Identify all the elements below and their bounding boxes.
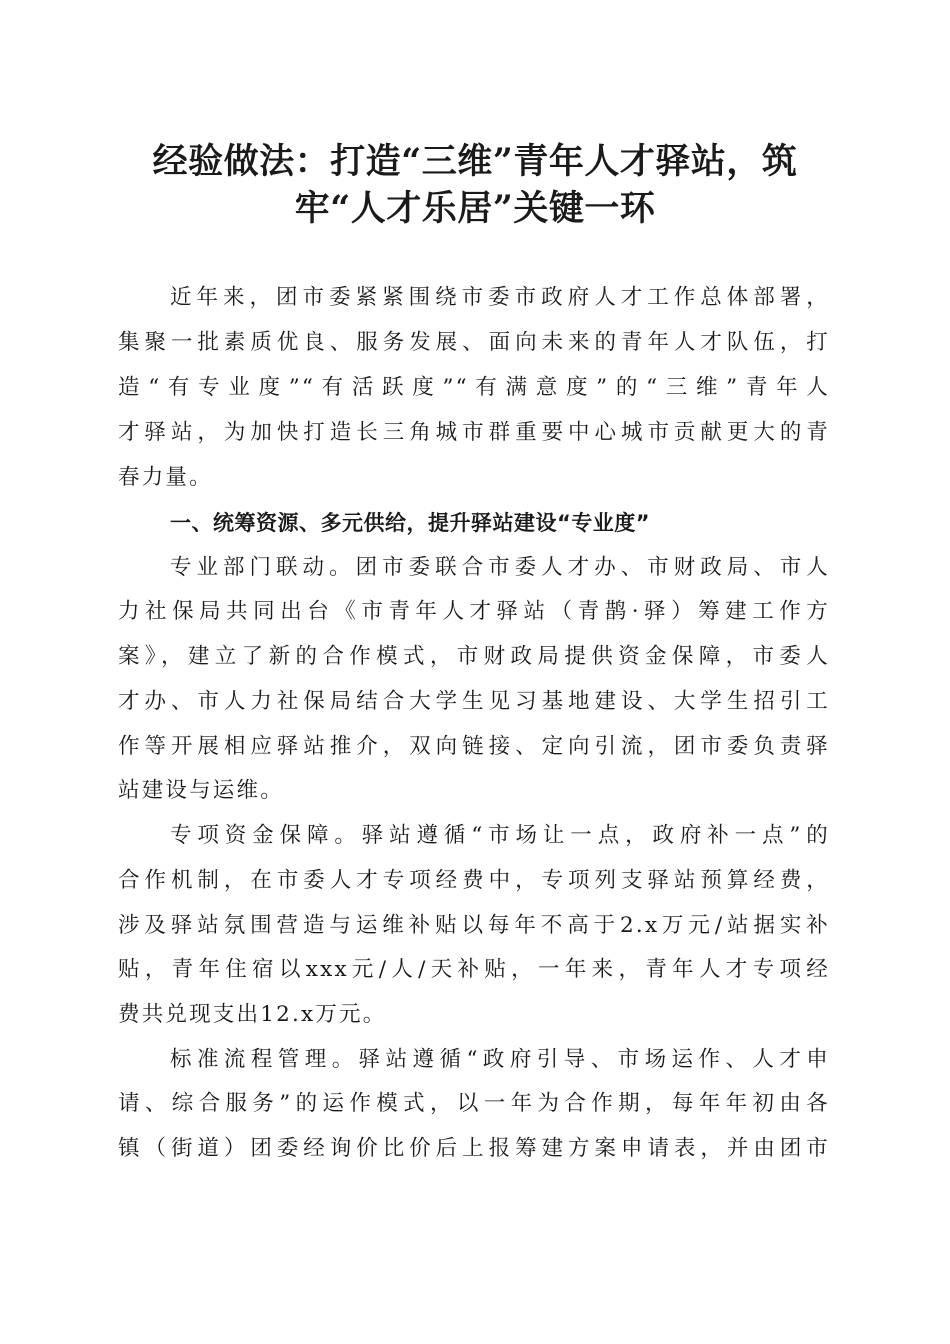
paragraph-4-line-3: 镇（街道）团委经询价比价后上报筹建方案申请表，并由团市 [118, 1136, 830, 1161]
paragraph-2-line-5: 作等开展相应驿站推介，双向链接、定向引流，团市委负责驿 [118, 734, 830, 759]
paragraph-3-line-1: 专项资金保障。驿站遵循“市场让一点，政府补一点”的 [170, 823, 830, 848]
paragraph-1-line-2: 集聚一批素质优良、服务发展、面向未来的青年人才队伍，打 [118, 330, 830, 355]
document-title-line-2: 牢“人才乐居”关键一环 [294, 188, 656, 229]
paragraph-2-line-3: 案》，建立了新的合作模式，市财政局提供资金保障，市委人 [118, 644, 830, 669]
paragraph-3-line-3: 涉及驿站氛围营造与运维补贴以每年不高于2.x万元/站据实补 [118, 913, 830, 938]
section-heading-1: 一、统筹资源、多元供给，提升驿站建设“专业度” [170, 511, 651, 535]
paragraph-1-line-5: 春力量。 [118, 465, 213, 490]
document-title-line-1: 经验做法：打造“三维”青年人才驿站，筑 [152, 141, 798, 182]
paragraph-2-line-4: 才办、市人力社保局结合大学生见习基地建设、大学生招引工 [118, 689, 830, 714]
paragraph-3-line-5: 费共兑现支出12.x万元。 [118, 1002, 387, 1027]
paragraph-2-line-6: 站建设与运维。 [118, 778, 284, 803]
paragraph-4-line-2: 请、综合服务”的运作模式，以一年为合作期，每年年初由各 [118, 1091, 830, 1116]
paragraph-1-line-4: 才驿站，为加快打造长三角城市群重要中心城市贡献更大的青 [118, 420, 830, 445]
paragraph-2-line-2: 力社保局共同出台《市青年人才驿站（青鹊·驿）筹建工作方 [118, 599, 830, 624]
paragraph-3-line-4: 贴，青年住宿以xxx元/人/天补贴，一年来，青年人才专项经 [118, 957, 830, 982]
paragraph-4-line-1: 标准流程管理。驿站遵循“政府引导、市场运作、人才申 [170, 1047, 830, 1072]
paragraph-3-line-2: 合作机制，在市委人才专项经费中，专项列支驿站预算经费， [118, 868, 830, 893]
paragraph-2-line-1: 专业部门联动。团市委联合市委人才办、市财政局、市人 [170, 555, 830, 580]
paragraph-1-line-3: 造“有专业度”“有活跃度”“有满意度”的“三维”青年人 [118, 375, 830, 400]
paragraph-1-line-1: 近年来，团市委紧紧围绕市委市政府人才工作总体部署， [170, 285, 830, 310]
